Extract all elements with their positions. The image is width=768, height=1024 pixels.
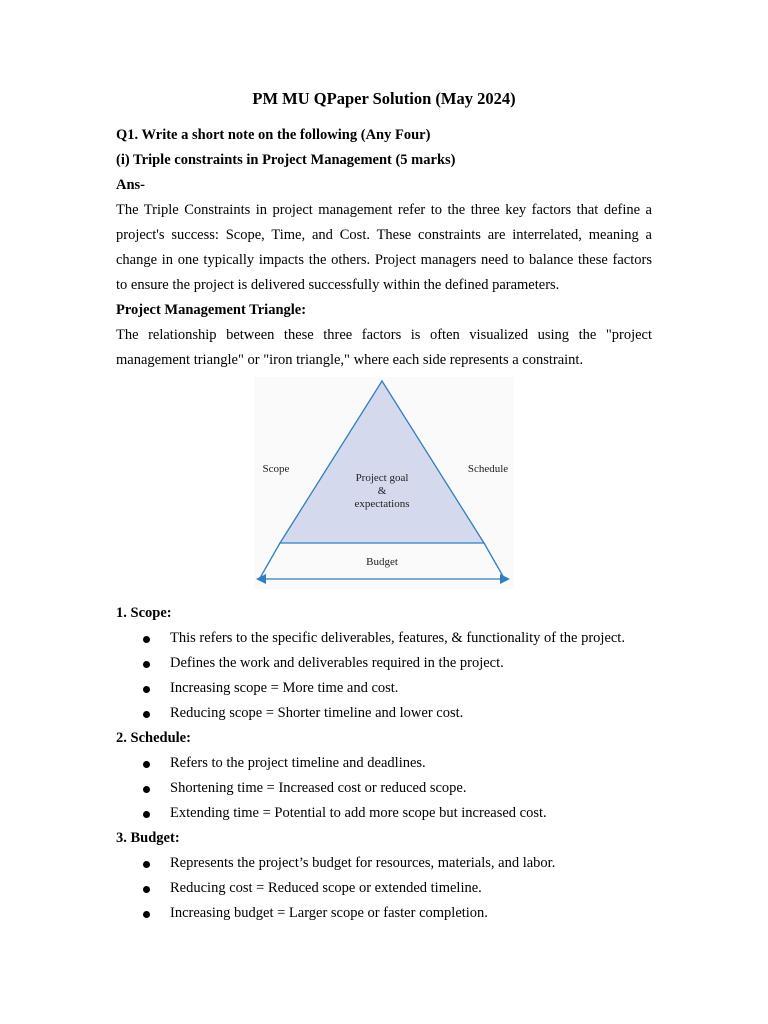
section-heading-budget: 3. Budget: xyxy=(116,830,180,846)
center-label-line3: expectations xyxy=(354,498,410,510)
list-item-text: Shortening time = Increased cost or reduced scope. xyxy=(170,780,467,796)
list-item-text: Defines the work and deliverables required in the project. xyxy=(170,655,504,671)
list-item-text: Increasing scope = More time and cost. xyxy=(170,680,399,696)
list-item xyxy=(116,901,652,926)
question-heading: Q1. Write a short note on the following (Any Four) xyxy=(116,127,431,143)
schedule-bullet-list xyxy=(116,751,652,826)
list-item xyxy=(116,776,652,801)
budget-label: Budget xyxy=(366,556,398,568)
triangle-heading: Project Management Triangle: xyxy=(116,302,307,318)
scope-label: Scope xyxy=(262,463,290,475)
bullet-icon xyxy=(143,686,150,693)
bullet-icon xyxy=(143,861,150,868)
intro-paragraph: The Triple Constraints in project management refer to the three key factors that define a project's success: Scope, Time, and Cost. These constraints are interrelated, meaning a change in one typically impacts the others. Project managers need to balance these factors to ensure the project is delivered successfully within the defined parameters. xyxy=(116,202,652,293)
list-item-text: Reducing cost = Reduced scope or extended timeline. xyxy=(170,880,482,896)
list-item-text: Extending time = Potential to add more scope but increased cost. xyxy=(170,805,547,821)
bullet-icon xyxy=(143,761,150,768)
list-item-text: This refers to the specific deliverables, features, & functionality of the project. xyxy=(170,630,625,646)
document-title: PM MU QPaper Solution (May 2024) xyxy=(252,89,516,108)
bullet-icon xyxy=(143,911,150,918)
bullet-icon xyxy=(143,636,150,643)
list-item xyxy=(116,851,652,876)
section-heading-scope: 1. Scope: xyxy=(116,605,172,621)
bullet-icon xyxy=(143,661,150,668)
bullet-icon xyxy=(143,886,150,893)
list-item xyxy=(116,651,652,676)
section-heading-schedule: 2. Schedule: xyxy=(116,730,191,746)
list-item-text: Increasing budget = Larger scope or faster completion. xyxy=(170,905,488,921)
list-item xyxy=(116,876,652,901)
triangle-diagram xyxy=(254,377,514,589)
answer-label: Ans- xyxy=(116,177,146,193)
bullet-icon xyxy=(143,811,150,818)
list-item xyxy=(116,701,652,726)
list-item xyxy=(116,676,652,701)
bullet-icon xyxy=(143,711,150,718)
triple-constraint-diagram xyxy=(116,373,652,601)
bullet-icon xyxy=(143,786,150,793)
document-page xyxy=(116,86,652,926)
schedule-label: Schedule xyxy=(467,463,509,475)
list-item xyxy=(116,626,652,651)
center-label-line1: Project goal xyxy=(355,472,409,484)
list-item xyxy=(116,751,652,776)
center-label-line2: & xyxy=(377,485,387,497)
list-item-text: Refers to the project timeline and deadlines. xyxy=(170,755,426,771)
budget-bullet-list xyxy=(116,851,652,926)
list-item-text: Reducing scope = Shorter timeline and lower cost. xyxy=(170,705,464,721)
list-item xyxy=(116,801,652,826)
sub-question-heading: (i) Triple constraints in Project Management (5 marks) xyxy=(116,152,456,168)
list-item-text: Represents the project’s budget for resources, materials, and labor. xyxy=(170,855,556,871)
triangle-paragraph: The relationship between these three factors is often visualized using the "project management triangle" or "iron triangle," where each side represents a constraint. xyxy=(116,327,652,368)
scope-bullet-list xyxy=(116,626,652,726)
